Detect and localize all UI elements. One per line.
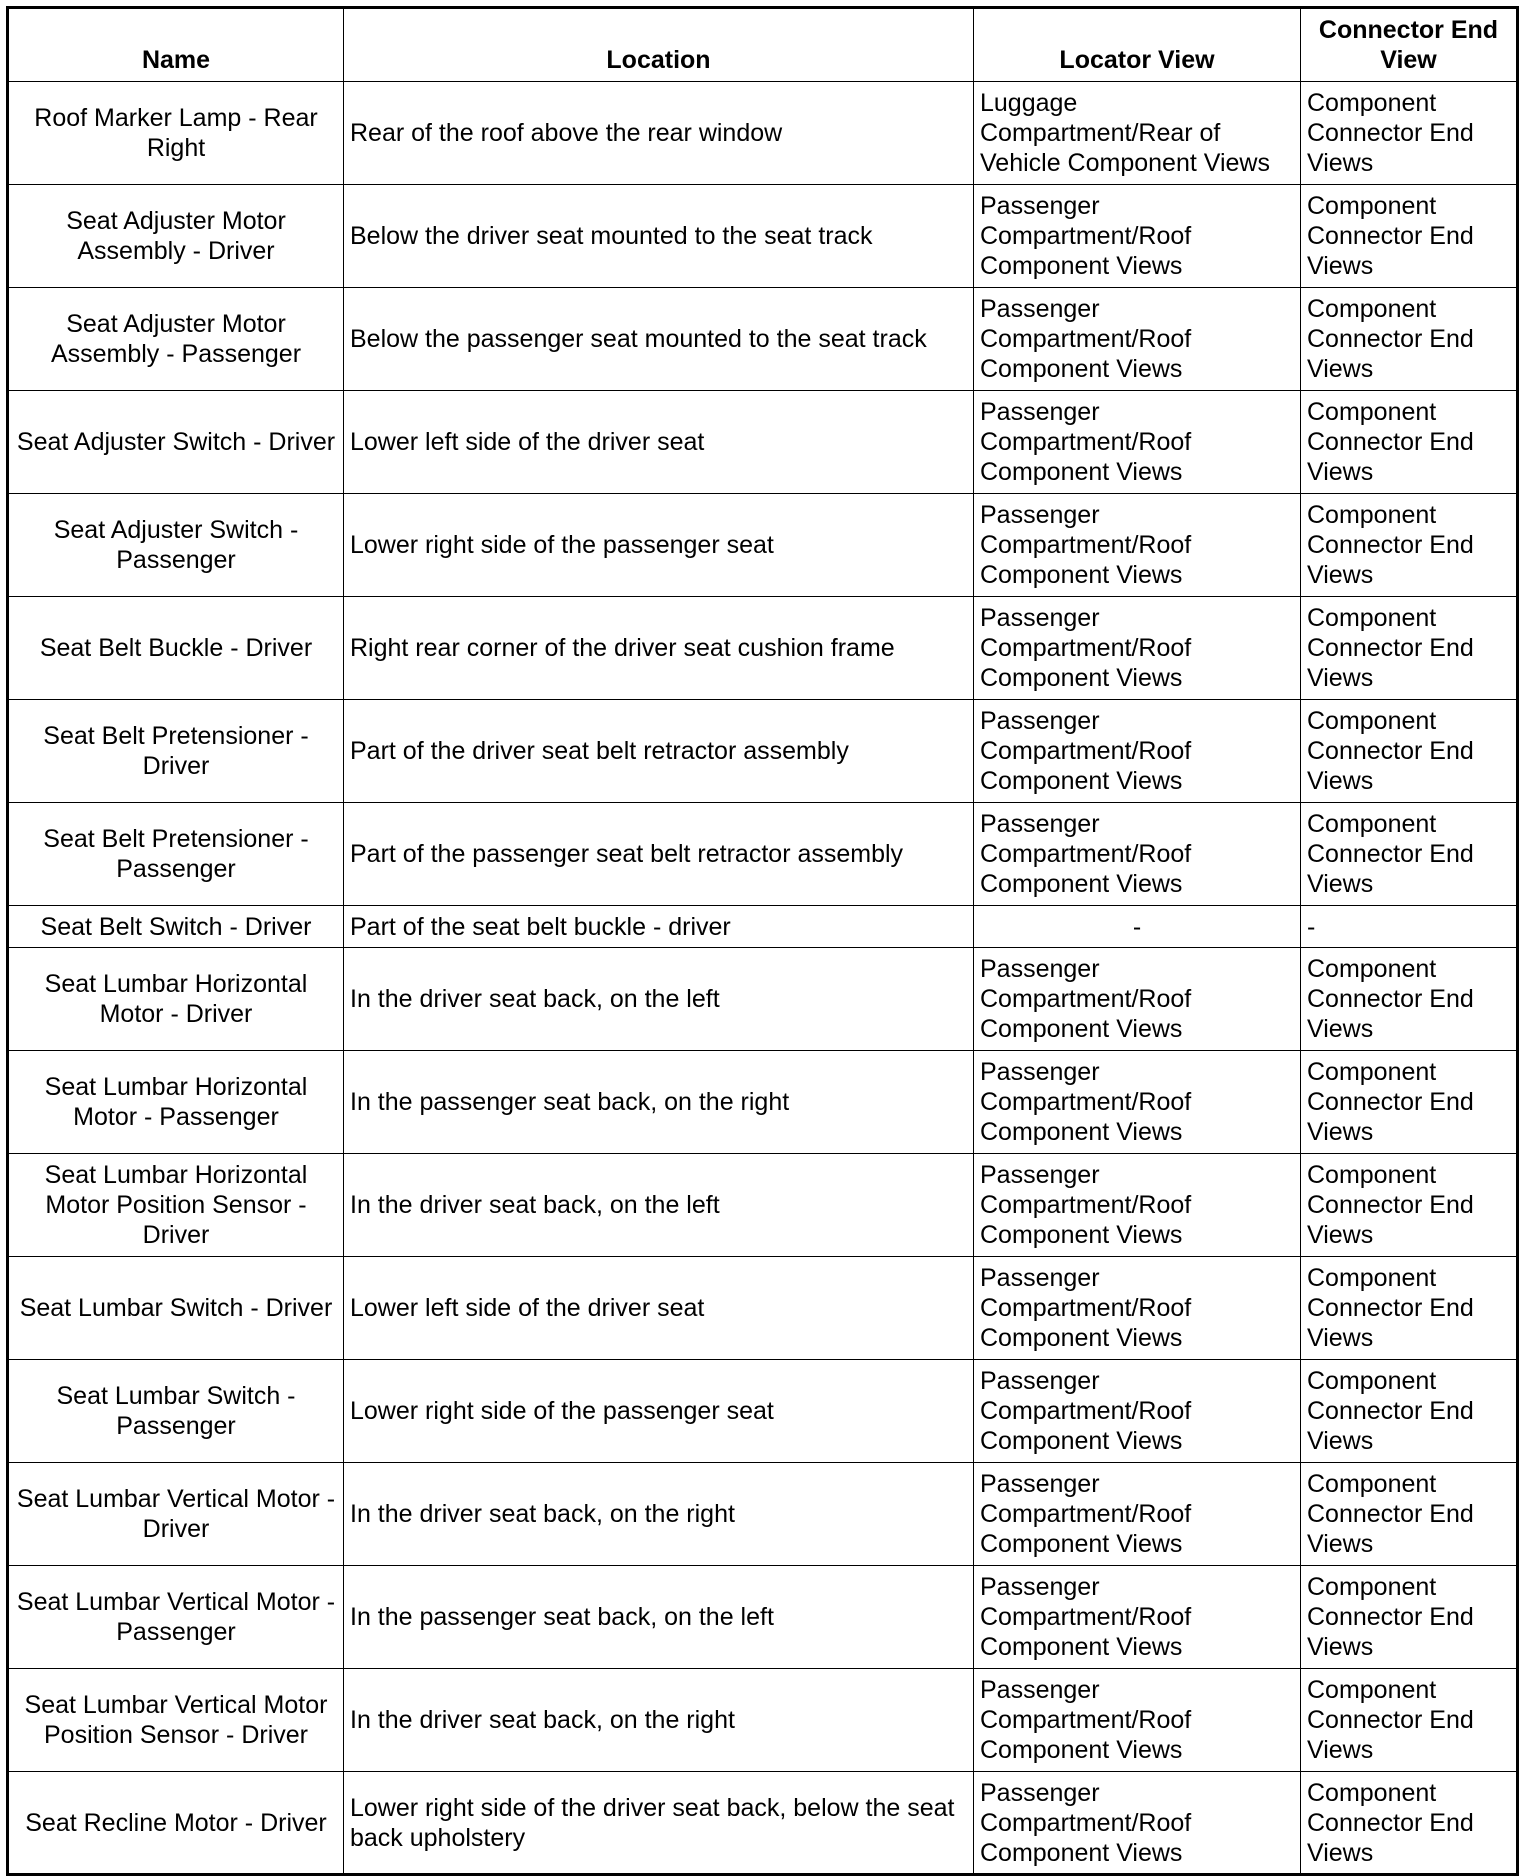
cell-name: Seat Adjuster Motor Assembly - Driver: [8, 185, 344, 288]
header-name: Name: [8, 8, 344, 82]
cell-locator-view: Passenger Compartment/Roof Component Views: [974, 1257, 1301, 1360]
cell-connector-end-view: Component Connector End Views: [1301, 1154, 1518, 1257]
cell-locator-view: Passenger Compartment/Roof Component Views: [974, 391, 1301, 494]
table-row: [8, 597, 1518, 700]
cell-connector-end-view: Component Connector End Views: [1301, 597, 1518, 700]
cell-connector-end-view: Component Connector End Views: [1301, 700, 1518, 803]
cell-locator-view: Luggage Compartment/Rear of Vehicle Component Views: [974, 82, 1301, 185]
cell-name: Seat Lumbar Horizontal Motor - Driver: [8, 948, 344, 1051]
cell-locator-view: Passenger Compartment/Roof Component Views: [974, 1669, 1301, 1772]
cell-location: In the passenger seat back, on the left: [344, 1566, 974, 1669]
table-row: [8, 1566, 1518, 1669]
cell-location: Lower right side of the passenger seat: [344, 494, 974, 597]
table-row: [8, 803, 1518, 906]
cell-locator-view: Passenger Compartment/Roof Component Views: [974, 700, 1301, 803]
cell-location: Lower right side of the driver seat back, below the seat back upholstery: [344, 1772, 974, 1875]
table-row: [8, 1257, 1518, 1360]
cell-location: Lower left side of the driver seat: [344, 1257, 974, 1360]
cell-name: Seat Lumbar Switch - Driver: [8, 1257, 344, 1360]
cell-name: Seat Adjuster Motor Assembly - Passenger: [8, 288, 344, 391]
cell-locator-view: Passenger Compartment/Roof Component Views: [974, 494, 1301, 597]
cell-name: Seat Lumbar Vertical Motor Position Sensor - Driver: [8, 1669, 344, 1772]
table-row: [8, 948, 1518, 1051]
cell-name: Seat Belt Buckle - Driver: [8, 597, 344, 700]
cell-location: Part of the driver seat belt retractor assembly: [344, 700, 974, 803]
cell-locator-view: Passenger Compartment/Roof Component Views: [974, 1154, 1301, 1257]
cell-connector-end-view: -: [1301, 906, 1518, 948]
cell-connector-end-view: Component Connector End Views: [1301, 1772, 1518, 1875]
table-row: [8, 906, 1518, 948]
table-row: [8, 700, 1518, 803]
table-body: [8, 82, 1518, 1875]
cell-connector-end-view: Component Connector End Views: [1301, 1257, 1518, 1360]
cell-name: Seat Lumbar Switch - Passenger: [8, 1360, 344, 1463]
cell-connector-end-view: Component Connector End Views: [1301, 82, 1518, 185]
cell-locator-view: Passenger Compartment/Roof Component Views: [974, 1463, 1301, 1566]
cell-name: Seat Adjuster Switch - Driver: [8, 391, 344, 494]
cell-name: Seat Lumbar Horizontal Motor Position Sensor - Driver: [8, 1154, 344, 1257]
cell-connector-end-view: Component Connector End Views: [1301, 391, 1518, 494]
header-locator-view: Locator View: [974, 8, 1301, 82]
cell-name: Seat Recline Motor - Driver: [8, 1772, 344, 1875]
table-header-row: [8, 8, 1518, 82]
cell-location: In the driver seat back, on the right: [344, 1463, 974, 1566]
table-row: [8, 82, 1518, 185]
table-row: [8, 1463, 1518, 1566]
cell-connector-end-view: Component Connector End Views: [1301, 803, 1518, 906]
header-location: Location: [344, 8, 974, 82]
table-row: [8, 185, 1518, 288]
cell-location: Right rear corner of the driver seat cushion frame: [344, 597, 974, 700]
cell-location: Part of the passenger seat belt retractor assembly: [344, 803, 974, 906]
table-row: [8, 1669, 1518, 1772]
cell-connector-end-view: Component Connector End Views: [1301, 948, 1518, 1051]
cell-connector-end-view: Component Connector End Views: [1301, 1360, 1518, 1463]
table-row: [8, 1772, 1518, 1875]
cell-connector-end-view: Component Connector End Views: [1301, 1669, 1518, 1772]
cell-name: Seat Belt Pretensioner - Passenger: [8, 803, 344, 906]
cell-location: In the driver seat back, on the right: [344, 1669, 974, 1772]
cell-location: In the driver seat back, on the left: [344, 948, 974, 1051]
cell-connector-end-view: Component Connector End Views: [1301, 494, 1518, 597]
cell-locator-view: Passenger Compartment/Roof Component Views: [974, 1772, 1301, 1875]
cell-locator-view: Passenger Compartment/Roof Component Views: [974, 803, 1301, 906]
cell-name: Roof Marker Lamp - Rear Right: [8, 82, 344, 185]
cell-name: Seat Belt Switch - Driver: [8, 906, 344, 948]
table-row: [8, 494, 1518, 597]
component-location-table: [6, 6, 1519, 1876]
cell-name: Seat Adjuster Switch - Passenger: [8, 494, 344, 597]
cell-name: Seat Lumbar Vertical Motor - Passenger: [8, 1566, 344, 1669]
cell-name: Seat Lumbar Vertical Motor - Driver: [8, 1463, 344, 1566]
cell-locator-view: Passenger Compartment/Roof Component Views: [974, 185, 1301, 288]
cell-name: Seat Belt Pretensioner - Driver: [8, 700, 344, 803]
cell-location: Rear of the roof above the rear window: [344, 82, 974, 185]
cell-connector-end-view: Component Connector End Views: [1301, 1051, 1518, 1154]
cell-connector-end-view: Component Connector End Views: [1301, 1566, 1518, 1669]
table-row: [8, 1154, 1518, 1257]
cell-location: Below the driver seat mounted to the seat track: [344, 185, 974, 288]
cell-locator-view: Passenger Compartment/Roof Component Views: [974, 1360, 1301, 1463]
cell-location: Lower right side of the passenger seat: [344, 1360, 974, 1463]
table-row: [8, 391, 1518, 494]
cell-locator-view: Passenger Compartment/Roof Component Views: [974, 1566, 1301, 1669]
cell-locator-view: Passenger Compartment/Roof Component Views: [974, 597, 1301, 700]
table-row: [8, 1051, 1518, 1154]
cell-location: In the driver seat back, on the left: [344, 1154, 974, 1257]
cell-locator-view: Passenger Compartment/Roof Component Views: [974, 948, 1301, 1051]
cell-locator-view: Passenger Compartment/Roof Component Views: [974, 288, 1301, 391]
cell-location: In the passenger seat back, on the right: [344, 1051, 974, 1154]
cell-location: Lower left side of the driver seat: [344, 391, 974, 494]
cell-name: Seat Lumbar Horizontal Motor - Passenger: [8, 1051, 344, 1154]
cell-locator-view: Passenger Compartment/Roof Component Views: [974, 1051, 1301, 1154]
cell-connector-end-view: Component Connector End Views: [1301, 1463, 1518, 1566]
table-row: [8, 1360, 1518, 1463]
cell-location: Below the passenger seat mounted to the seat track: [344, 288, 974, 391]
table-row: [8, 288, 1518, 391]
cell-connector-end-view: Component Connector End Views: [1301, 288, 1518, 391]
header-connector-end-view: Connector End View: [1301, 8, 1518, 82]
cell-locator-view: -: [974, 906, 1301, 948]
cell-location: Part of the seat belt buckle - driver: [344, 906, 974, 948]
cell-connector-end-view: Component Connector End Views: [1301, 185, 1518, 288]
